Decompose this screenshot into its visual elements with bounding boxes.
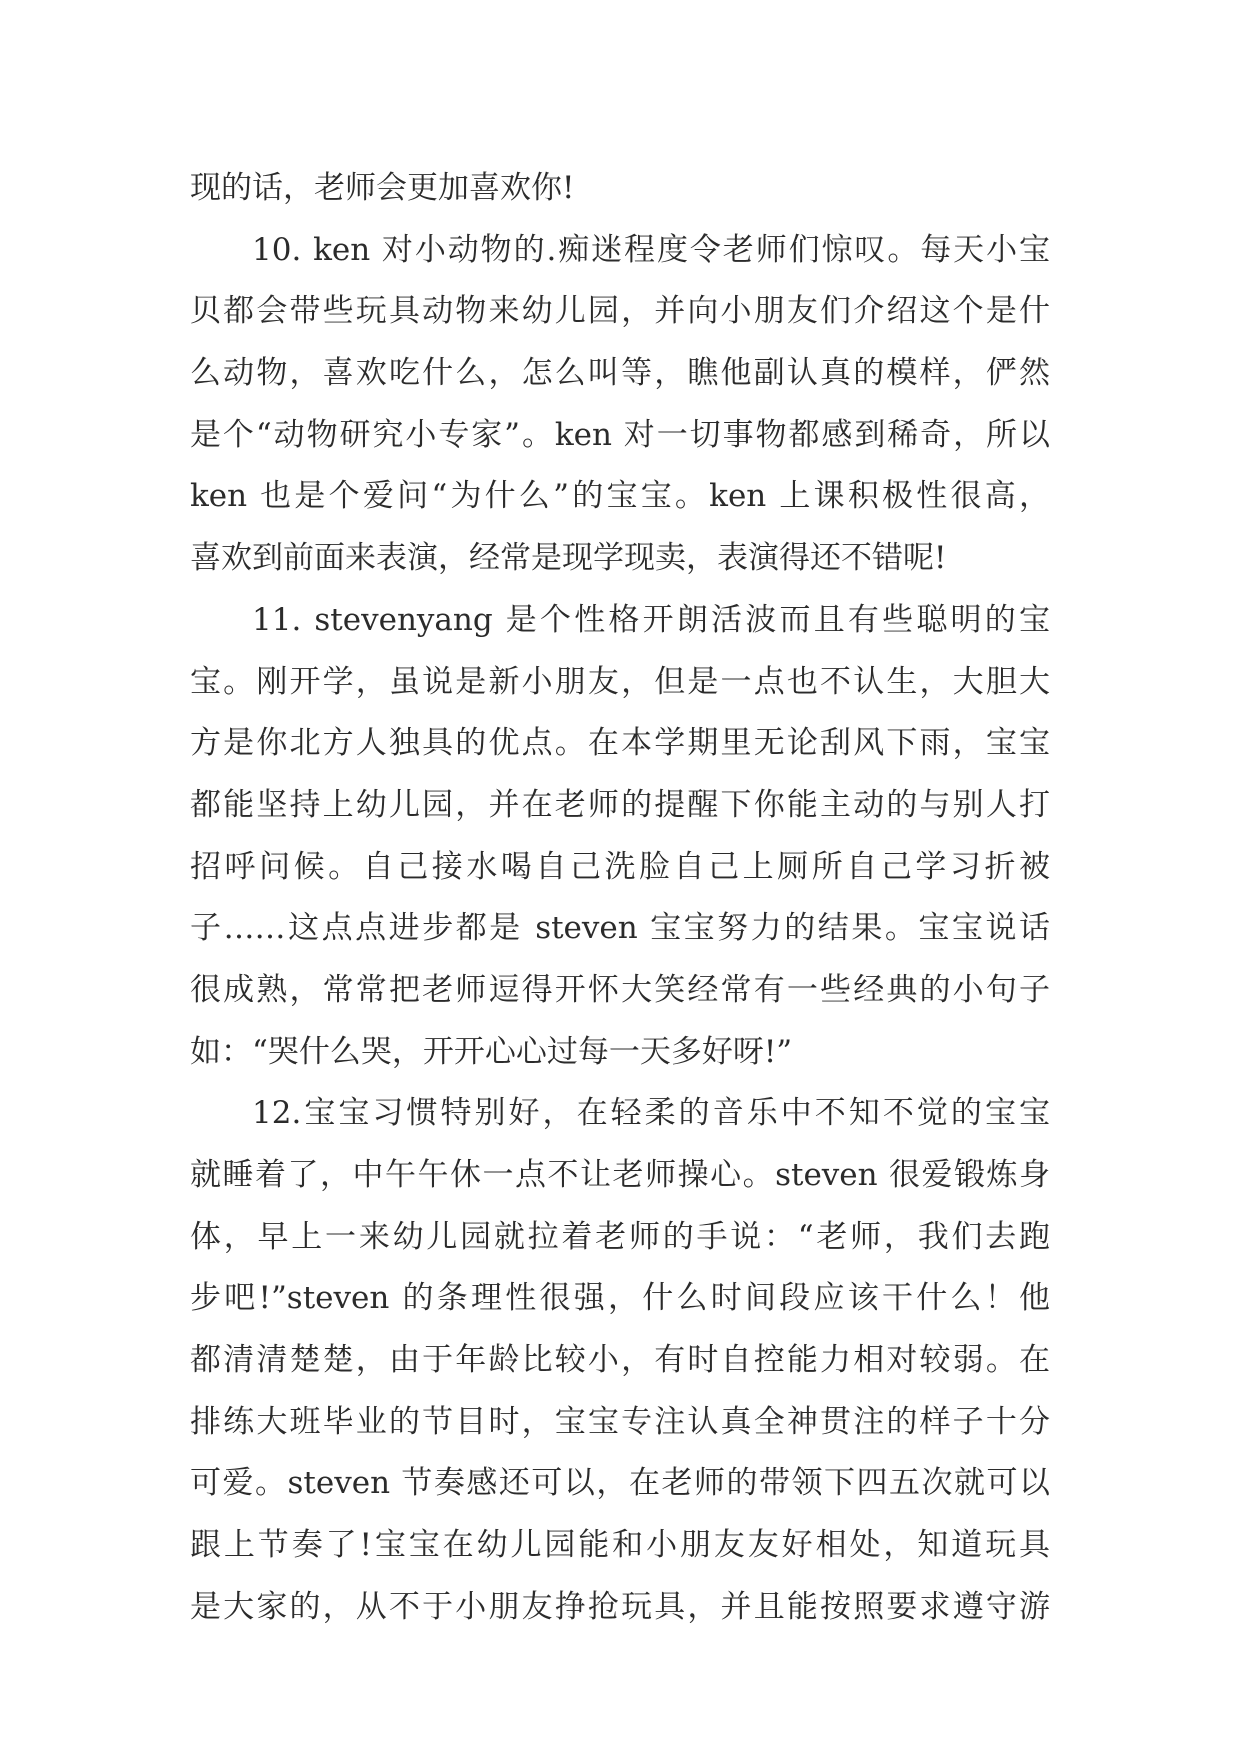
text-line: 跟上节奏了!宝宝在幼儿园能和小朋友友好相处，知道玩具 <box>190 1527 1050 1564</box>
text-line: 体，早上一来幼儿园就拉着老师的手说：“老师，我们去跑 <box>190 1218 1050 1255</box>
text-line: 贝都会带些玩具动物来幼儿园，并向小朋友们介绍这个是什 <box>190 293 1050 330</box>
body-text <box>190 158 1050 1639</box>
text-line: 很成熟，常常把老师逗得开怀大笑经常有一些经典的小句子 <box>190 971 1050 1008</box>
text-line: 宝。刚开学，虽说是新小朋友，但是一点也不认生，大胆大 <box>190 663 1050 700</box>
text-line: 是个“动物研究小专家”。ken 对一切事物都感到稀奇，所以 <box>190 416 1050 453</box>
paragraph-11-start: 11. stevenyang 是个性格开朗活波而且有些聪明的宝 <box>252 601 1050 638</box>
text-line: 是大家的，从不于小朋友挣抢玩具，并且能按照要求遵守游 <box>190 1588 1050 1625</box>
text-line: 都能坚持上幼儿园，并在老师的提醒下你能主动的与别人打 <box>190 786 1050 823</box>
paragraph-12-start: 12.宝宝习惯特别好，在轻柔的音乐中不知不觉的宝宝 <box>252 1095 1050 1132</box>
text-line: 现的话，老师会更加喜欢你! <box>190 170 575 206</box>
text-line: 如：“哭什么哭，开开心心过每一天多好呀!” <box>190 1033 793 1070</box>
text-line: 可爱。steven 节奏感还可以，在老师的带领下四五次就可以 <box>190 1465 1050 1502</box>
paragraph-10-start: 10. ken 对小动物的.痴迷程度令老师们惊叹。每天小宝 <box>252 231 1050 268</box>
text-line: 排练大班毕业的节目时，宝宝专注认真全神贯注的样子十分 <box>190 1403 1050 1440</box>
text-line: 就睡着了，中午午休一点不让老师操心。steven 很爱锻炼身 <box>190 1157 1050 1193</box>
text-line: 都清清楚楚，由于年龄比较小，有时自控能力相对较弱。在 <box>190 1342 1050 1379</box>
text-line: 喜欢到前面来表演，经常是现学现卖，表演得还不错呢! <box>190 540 947 577</box>
text-line: 子……这点点进步都是 steven 宝宝努力的结果。宝宝说话 <box>190 910 1050 947</box>
text-line: 步吧!”steven 的条理性很强，什么时间段应该干什么！他 <box>190 1280 1050 1317</box>
text-line: ken 也是个爱问“为什么”的宝宝。ken 上课积极性很高， <box>190 478 1050 515</box>
text-line: 招呼问候。自己接水喝自己洗脸自己上厕所自己学习折被 <box>190 848 1050 885</box>
text-line: 么动物，喜欢吃什么，怎么叫等，瞧他副认真的模样，俨然 <box>190 355 1050 392</box>
text-line: 方是你北方人独具的优点。在本学期里无论刮风下雨，宝宝 <box>190 725 1050 762</box>
